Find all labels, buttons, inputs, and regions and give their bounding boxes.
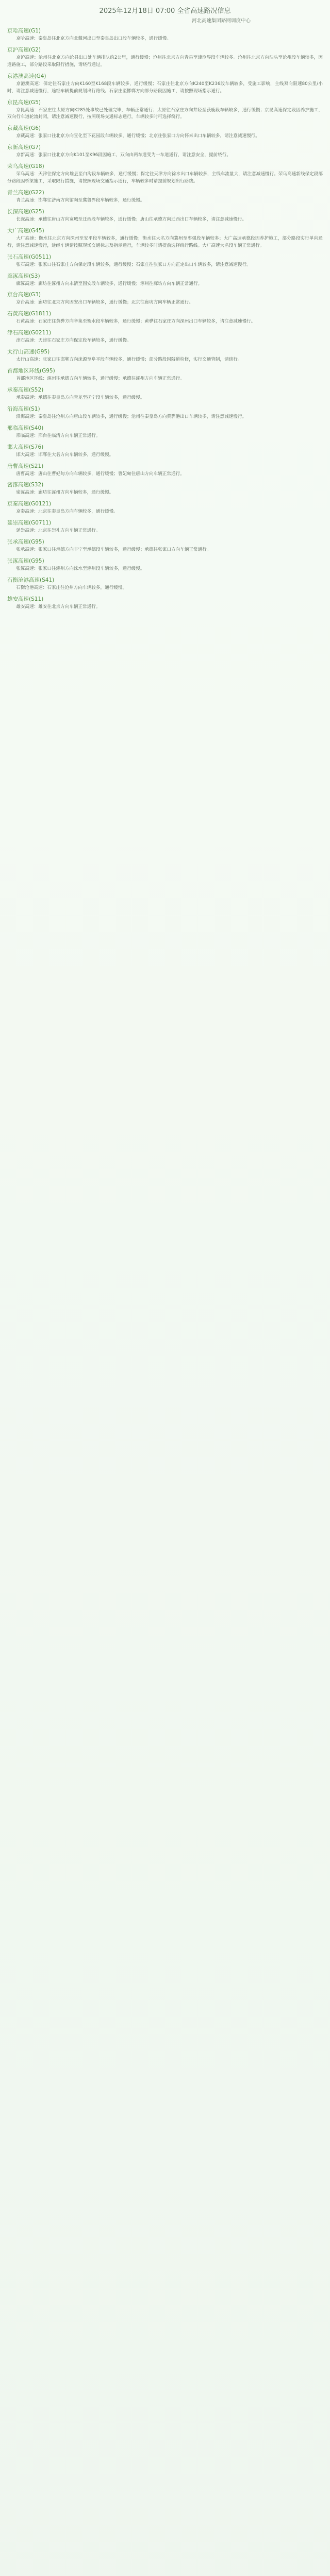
road-section	[7, 162, 323, 185]
road-section-body: 沿海高速：秦皇岛往沧州方向唐山段车辆较多，通行缓慢；沧州往秦皇岛方向黄骅港出口车辆较多，请注意减速慢行。	[16, 414, 247, 419]
road-section-body: 石黄高速：石家庄往黄骅方向辛集至衡水段车辆较多，通行缓慢；黄骅往石家庄方向深州出口车辆较多，请注意减速慢行。	[16, 319, 256, 325]
road-section-body: 邯大高速：邯郸往大名方向车辆较多，通行缓慢。	[16, 452, 114, 457]
road-section-body: 延崇高速：北京往崇礼方向车辆正常通行。	[16, 528, 101, 534]
road-section-body: 京昆高速：石家庄往太原方向K285处事故已处理完毕，车辆正常通行；太原往石家庄方向井陉至获鹿段车辆较多，通行缓慢；京昆高速保定段因养护施工，双向行车道轮流封闭，请注意减速慢行，按照现场交通标志通行，车辆较多时可选择绕行。	[7, 107, 323, 120]
road-section	[7, 595, 323, 611]
road-section-body: 邢临高速：邢台往临清方向车辆正常通行。	[16, 433, 101, 438]
road-section	[7, 189, 323, 205]
road-section-body: 承秦高速：承德往秦皇岛方向青龙至抚宁段车辆较多，通行缓慢。	[16, 395, 145, 400]
road-section-title: 邯大高速(S76)	[7, 444, 44, 450]
road-section-title: 青兰高速(G22)	[7, 189, 44, 196]
road-section-title: 邢临高速(S40)	[7, 425, 44, 431]
road-section	[7, 46, 323, 69]
road-section	[7, 227, 323, 250]
road-section-title: 张石高速(G0511)	[7, 253, 52, 260]
road-section-title: 大广高速(G45)	[7, 227, 44, 234]
road-section	[7, 367, 323, 383]
road-section-body: 京港澳高速：保定往石家庄方向K160至K168段车辆较多，通行缓慢；石家庄往北京方向K240至K236段车辆较多，受施工影响，主线双向限速80公里/小时，请注意减速慢行，途经车辆提前规划出行路线。石家庄至邯郸方向部分路段因施工，请按照现场指示通行。	[7, 81, 323, 94]
road-section-body: 密涿高速：廊坊往涿州方向车辆较多，通行缓慢。	[16, 490, 114, 496]
road-section	[7, 348, 323, 364]
road-section-body: 京沪高速：沧州往北京方向沧县出口处车辆排队约2公里，通行缓慢；沧州往北京方向青县至津沧界段车辆较多。沧州往北京方向泊头至沧州段车辆较多，因道路施工，部分路段采取限行措施，请绕行通过。	[7, 55, 323, 67]
road-section	[7, 208, 323, 224]
road-section	[7, 124, 323, 140]
road-section-title: 雄安高速(S11)	[7, 596, 44, 602]
publisher: 河北高速集团路网调度中心	[191, 18, 251, 24]
road-section-title: 京秦高速(G0121)	[7, 501, 52, 507]
road-section-body: 京新高速：张家口往北京方向K101至K96段因施工，双向由两车道变为一车道通行，请注意安全，提前绕行。	[16, 152, 231, 158]
road-section-title: 石黄高速(G1811)	[7, 311, 52, 317]
road-section	[7, 500, 323, 516]
road-section-title: 京哈高速(G1)	[7, 28, 41, 34]
road-section-body: 京藏高速：张家口往北京方向宣化至下花园段车辆较多，通行缓慢；北京往张家口方向怀来出口车辆较多，请注意减速慢行。	[16, 133, 260, 139]
road-section-title: 京台高速(G3)	[7, 292, 41, 298]
road-section-body: 长深高速：承德往唐山方向宽城至迁西段车辆较多，通行缓慢；唐山往承德方向迁西出口车辆较多，请注意减速慢行。	[16, 216, 247, 222]
road-section	[7, 538, 323, 554]
road-section-title: 荣乌高速(G18)	[7, 163, 44, 170]
road-section	[7, 386, 323, 402]
road-section-body: 廊涿高速：廊坊往涿州方向永清至固安段车辆较多，通行缓慢；涿州往廊坊方向车辆正常通行。	[16, 281, 203, 286]
road-section	[7, 462, 323, 478]
road-section	[7, 272, 323, 288]
road-section-title: 太行山高速(G95)	[7, 349, 50, 355]
road-section-title: 京藏高速(G6)	[7, 125, 41, 132]
road-section-body: 京台高速：廊坊往北京方向固安出口车辆较多，通行缓慢；北京往廊坊方向车辆正常通行。	[16, 300, 193, 306]
road-section	[7, 253, 323, 269]
road-section-title: 密涿高速(S32)	[7, 482, 44, 488]
road-section-body: 石衡沧港高速：石家庄往沧州方向车辆较多，通行缓慢。	[16, 585, 127, 590]
road-section-body: 京哈高速：秦皇岛往北京方向北戴河出口至秦皇岛出口段车辆较多，通行缓慢。	[16, 36, 171, 41]
road-section-body: 大广高速：衡水往北京方向深州至安平段车辆较多，通行缓慢；衡水往大名方向冀州至枣强段车辆较多；大广高速承德段因养护施工，部分路段实行单向通行，请注意减速慢行，途经车辆请按照现场交通标志及指示通行，车辆较多时请提前选择绕行路线。大广高速大名段车辆正常通行。	[7, 235, 323, 248]
road-section	[7, 291, 323, 307]
road-section	[7, 405, 323, 421]
road-section	[7, 27, 323, 43]
road-section-body: 青兰高速：邯郸往济南方向馆陶至冀鲁界段车辆较多，通行缓慢。	[16, 197, 145, 203]
road-section-title: 津石高速(G0211)	[7, 330, 52, 336]
road-section-title: 张涿高速(G95)	[7, 558, 44, 565]
road-section-title: 沿海高速(S1)	[7, 405, 40, 412]
road-section	[7, 576, 323, 592]
road-section-body: 津石高速：天津往石家庄方向保定段车辆较多，通行缓慢。	[16, 338, 131, 344]
road-section-body: 荣乌高速：天津往保定方向雄县至白沟段车辆较多，通行缓慢；保定往天津方向徐水出口车辆较多，主线车流量大，请注意减速慢行。荣乌高速新线保定段部分路段因桥梁施工，采取限行措施，请按照现场交通指示通行，车辆较多时请提前规划出行路线。	[7, 172, 323, 184]
road-section	[7, 481, 323, 497]
road-section-body: 太行山高速：张家口往邯郸方向涞源至阜平段车辆较多，通行缓慢；部分路段因隧道检修，实行交通管制，请绕行。	[16, 357, 242, 363]
road-section-title: 京新高速(G7)	[7, 144, 41, 151]
road-section-body: 张承高速：张家口往承德方向丰宁至承德段车辆较多，通行缓慢；承德往张家口方向车辆正常通行。	[16, 547, 211, 553]
road-section-title: 廊涿高速(S3)	[7, 273, 40, 279]
road-section-body: 雄安高速：雄安往北京方向车辆正常通行。	[16, 604, 101, 609]
road-section-title: 唐曹高速(S21)	[7, 463, 44, 469]
road-section-title: 承秦高速(S52)	[7, 386, 44, 393]
road-section	[7, 329, 323, 345]
road-section	[7, 443, 323, 459]
sections-list	[7, 27, 323, 611]
road-section	[7, 98, 323, 122]
road-section	[7, 310, 323, 326]
road-section-title: 石衡沧港高速(S41)	[7, 577, 55, 583]
road-section	[7, 72, 323, 95]
road-section-title: 张承高速(G95)	[7, 539, 44, 546]
road-section	[7, 519, 323, 535]
road-section-title: 长深高速(G25)	[7, 208, 44, 215]
road-section-body: 唐曹高速：唐山往曹妃甸方向车辆较多，通行缓慢；曹妃甸往唐山方向车辆正常通行。	[16, 471, 185, 477]
page-title: 2025年12月18日 07:00 全省高速路况信息	[99, 7, 231, 15]
road-section-body: 张石高速：张家口往石家庄方向保定段车辆较多，通行缓慢；石家庄往张家口方向正定出口车辆较多，请注意减速慢行。	[16, 262, 251, 267]
road-section-title: 京昆高速(G5)	[7, 99, 41, 106]
road-section-title: 首都地区环线(G95)	[7, 368, 55, 375]
road-section-body: 首都地区环线：涿州往承德方向车辆较多，通行缓慢；承德往涿州方向车辆正常通行。	[16, 376, 185, 382]
road-section-title: 京港澳高速(G4)	[7, 73, 46, 79]
road-section-body: 京秦高速：北京往秦皇岛方向车辆较多，通行缓慢。	[16, 509, 118, 515]
road-section	[7, 424, 323, 440]
road-section-title: 京沪高速(G2)	[7, 46, 41, 53]
road-section	[7, 557, 323, 573]
road-section-title: 延崇高速(G0711)	[7, 520, 52, 527]
road-section-body: 张涿高速：张家口往涿州方向涞水至涿州段车辆较多，通行缓慢。	[16, 566, 145, 572]
road-section	[7, 143, 323, 159]
